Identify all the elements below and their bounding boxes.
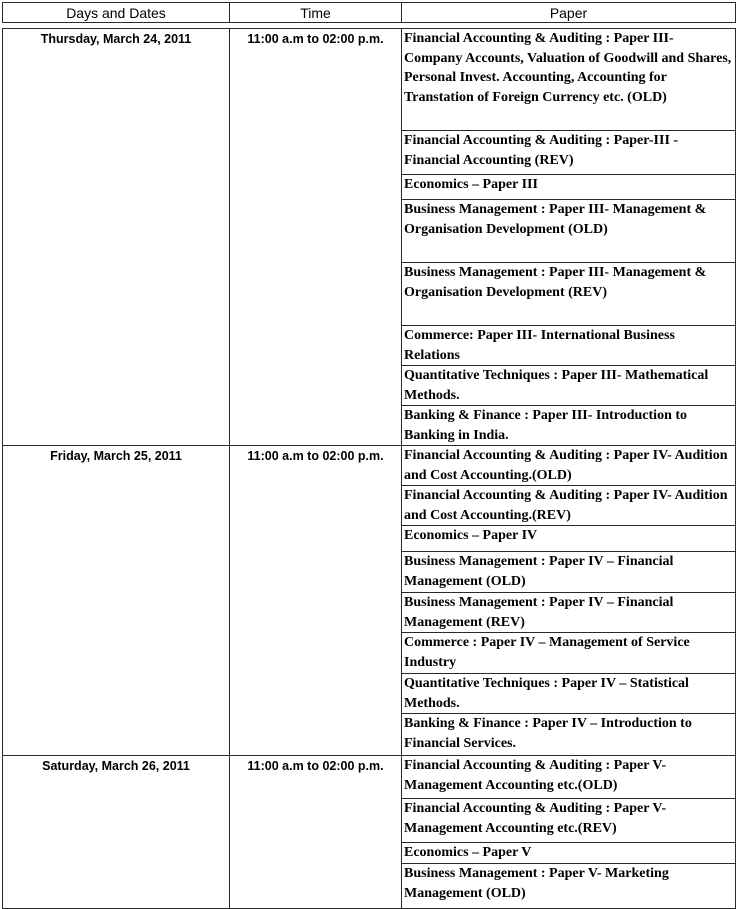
paper-cell: Business Management : Paper III- Management & Organisation Development (REV) (402, 263, 736, 326)
paper-cell: Financial Accounting & Auditing : Paper-III - Financial Accounting (REV) (402, 131, 736, 175)
time-cell: 11:00 a.m to 02:00 p.m. (230, 446, 402, 756)
paper-cell: Quantitative Techniques : Paper III- Mathematical Methods. (402, 366, 736, 406)
paper-cell: Business Management : Paper III- Management & Organisation Development (OLD) (402, 200, 736, 263)
paper-cell: Business Management : Paper IV – Financial Management (OLD) (402, 552, 736, 593)
day-cell: Thursday, March 24, 2011 (3, 29, 230, 446)
paper-cell: Business Management : Paper IV – Financial Management (REV) (402, 593, 736, 633)
paper-cell: Quantitative Techniques : Paper IV – Statistical Methods. (402, 674, 736, 714)
table-row (3, 756, 736, 799)
header-row (3, 3, 736, 23)
paper-cell: Business Management : Paper V- Marketing Management (OLD) (402, 864, 736, 909)
paper-cell: Commerce : Paper IV – Management of Service Industry (402, 633, 736, 674)
paper-cell: Economics – Paper IV (402, 526, 736, 552)
paper-cell: Economics – Paper V (402, 843, 736, 864)
paper-cell: Financial Accounting & Auditing : Paper IV- Audition and Cost Accounting.(REV) (402, 486, 736, 526)
day-cell: Saturday, March 26, 2011 (3, 756, 230, 909)
table-row (3, 446, 736, 486)
paper-cell: Financial Accounting & Auditing : Paper V- Management Accounting etc.(OLD) (402, 756, 736, 799)
table-row (3, 29, 736, 131)
paper-cell: Banking & Finance : Paper IV – Introduction to Financial Services. (402, 714, 736, 756)
day-cell: Friday, March 25, 2011 (3, 446, 230, 756)
paper-cell: Financial Accounting & Auditing : Paper III- Company Accounts, Valuation of Goodwill and Shares, Personal Invest. Accounting, Accounting for Transtation of Foreign Currency etc. (OLD) (402, 29, 736, 131)
timetable (2, 2, 736, 909)
paper-cell: Financial Accounting & Auditing : Paper V- Management Accounting etc.(REV) (402, 799, 736, 843)
paper-cell: Banking & Finance : Paper III- Introduction to Banking in India. (402, 406, 736, 446)
header-paper: Paper (402, 3, 736, 23)
header-days: Days and Dates (3, 3, 230, 23)
paper-cell: Commerce: Paper III- International Business Relations (402, 326, 736, 366)
time-cell: 11:00 a.m to 02:00 p.m. (230, 756, 402, 909)
time-cell: 11:00 a.m to 02:00 p.m. (230, 29, 402, 446)
paper-cell: Economics – Paper III (402, 175, 736, 200)
header-time: Time (230, 3, 402, 23)
paper-cell: Financial Accounting & Auditing : Paper IV- Audition and Cost Accounting.(OLD) (402, 446, 736, 486)
